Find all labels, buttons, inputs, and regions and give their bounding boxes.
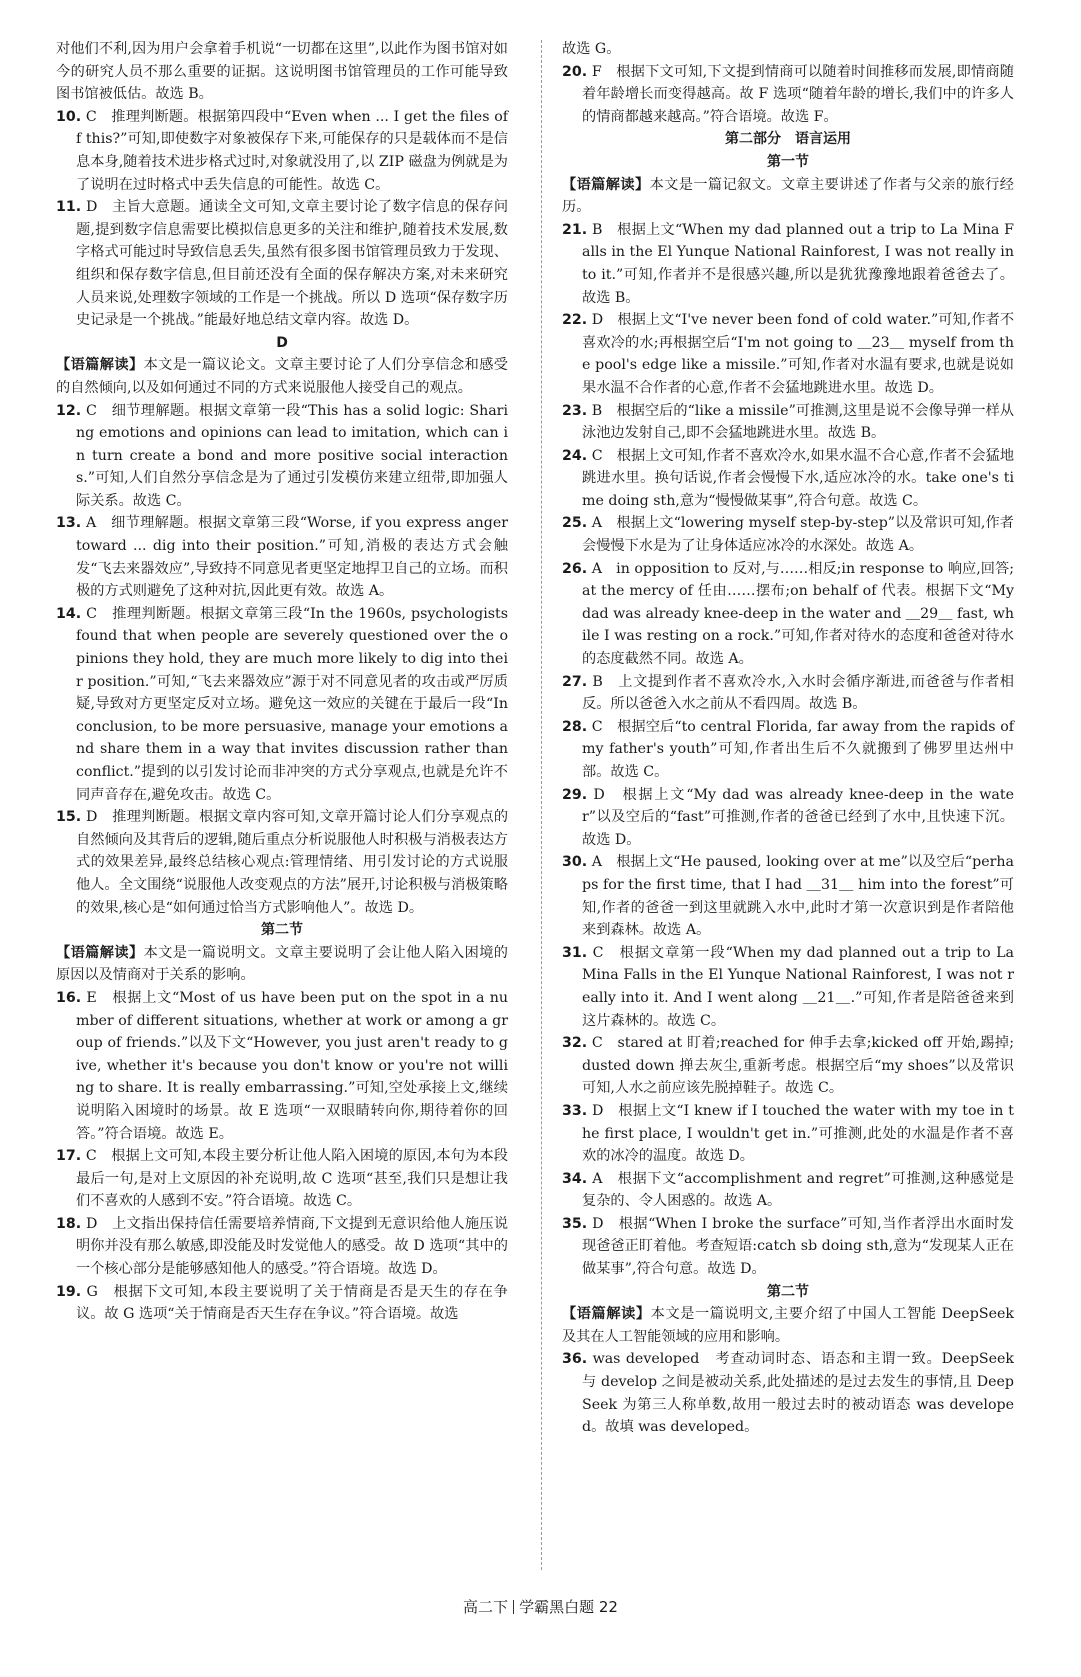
answer-item (562, 1032, 1014, 1100)
answer-text: D 根据上文“My dad was already knee-deep in the water”以及空后的“fast”可推测,作者的爸爸已经到了水中,且快速下沉。故选 D。 (582, 786, 1014, 848)
question-number: 27. (562, 673, 588, 690)
question-number: 30. (562, 854, 588, 871)
question-number: 18. (56, 1215, 82, 1232)
passage-analysis-tag: 【语篇解读】 (56, 357, 144, 374)
answer-text: C 根据上文可知,作者不喜欢冷水,如果水温不合心意,作者不会猛地跳进水里。换句话说,作者会慢慢下水,适应冰冷的水。take one's time doing sth,意为“慢慢做某事”,符合句意。故选 C。 (582, 447, 1015, 509)
footer-separator (513, 1600, 514, 1614)
paragraph-text: 本文是一篇记叙文。文章主要讲述了作者与父亲的旅行经历。 (562, 176, 1014, 216)
answer-text: D 主旨大意题。通读全文可知,文章主要讨论了数字信息的保存问题,提到数字信息需要比模拟信息更多的关注和维护,随着技术发展,数字格式可能过时导致信息丢失,虽然有很多图书馆管理员致力于发现、组织和保存数字信息,但目前还没有全面的保存解决方案,对未来研究人员来说,处理数字领域的工作是一个挑战。所以 D 选项“保存数字历史记录是一个挑战。”能最好地总结文章内容。故选 D。 (76, 199, 509, 329)
answer-text: D 推理判断题。根据文章内容可知,文章开篇讨论人们分享观点的自然倾向及其背后的逻辑,随后重点分析说服他人时积极与消极表达方式的效果差异,最终总结核心观点:管理情绪、用引发讨论的方式说服他人。全文围绕“说服他人改变观点的方法”展开,讨论积极与消极策略的效果,核心是“如何通过恰当方式影响他人”。故选 D。 (76, 809, 509, 916)
answer-text: C 细节理解题。根据文章第一段“This has a solid logic: Sharing emotions and opinions can lead to imitation, which can in turn create a bond and more positive social interactions.”可知,人们自然分享信念是为了通过引发模仿来建立纽带,即加强人际关系。故选 C。 (76, 402, 508, 509)
answer-text: B 根据上文“When my dad planned out a trip to La Mina Falls in the El Yunque National Rainforest, I was not really into it.”可知,作者并不是很感兴趣,所以是犹犹豫豫地跟着爸爸去了。故选 B。 (582, 221, 1014, 306)
answer-text: D 上文指出保持信任需要培养情商,下文提到无意识给他人施压说明你并没有那么敏感,即没能及时发觉他人的感受。故 D 选项“其中的一个核心部分是能够感知他人的感受。”符合语境。故选 D。 (76, 1215, 509, 1278)
answer-item (562, 219, 1014, 309)
question-number: 28. (562, 718, 588, 735)
question-number: 16. (56, 989, 82, 1006)
question-number: 24. (562, 447, 588, 464)
answer-text: A in opposition to 反对,与……相反;in response to 响应,回答;at the mercy of 任由……摆布;on behalf of 代表。根据下文“My dad was already knee-deep in the water and ＿29＿ fast, while I was resting on a rock.”可知,作者对待水的态度和爸爸对待水的态度截然不同。故选 A。 (582, 560, 1014, 668)
answer-text: A 根据上文“lowering myself step-by-step”以及常识可知,作者会慢慢下水是为了让身体适应冰冷的水深处。故选 A。 (582, 515, 1014, 555)
answer-item (56, 400, 508, 513)
answer-item (56, 1145, 508, 1213)
answer-text: A 根据上文“He paused, looking over at me”以及空后“perhaps for the first time, that I had ＿31＿ him into the forest”可知,作者的爸爸一到这里就跳入水中,此时才第一次意识到是作者陪他来到森林。故选 A。 (582, 854, 1014, 939)
answer-item (562, 309, 1014, 399)
paragraph (562, 38, 1014, 61)
question-number: 31. (562, 944, 588, 961)
question-number: 17. (56, 1148, 82, 1165)
section-heading: 第一节 (767, 153, 809, 170)
question-number: 10. (56, 108, 82, 125)
answer-text: A 细节理解题。根据文章第三段“Worse, if you express anger toward ... dig into their position.”可知,消极的表达方式会触发“飞去来器效应”,导致持不同意见者更坚定地捍卫自己的立场。而积极的方式则避免了这种对抗,因此更有效。故选 A。 (76, 515, 508, 600)
answer-item (562, 512, 1014, 557)
answer-text: A 根据下文“accomplishment and regret”可推测,这种感觉是复杂的、令人困惑的。故选 A。 (582, 1170, 1014, 1210)
column-divider (541, 40, 542, 1570)
answer-text: B 上文提到作者不喜欢冷水,入水时会循序渐进,而爸爸与作者相反。所以爸爸入水之前从不看四周。故选 B。 (582, 673, 1014, 713)
answer-item (562, 851, 1014, 941)
answer-item (56, 806, 508, 919)
answer-item (56, 603, 508, 806)
paragraph-text: 本文是一篇说明文,主要介绍了中国人工智能 DeepSeek 及其在人工智能领域的应用和影响。 (562, 1306, 1014, 1345)
answer-text: B 根据空后的“like a missile”可推测,这里是说不会像导弹一样从泳池边发射自己,即不会猛地跳进水里。故选 B。 (582, 402, 1015, 442)
footer-grade: 高二下 (463, 1598, 509, 1616)
answer-item (562, 1348, 1014, 1438)
question-number: 19. (56, 1283, 82, 1300)
answer-item (562, 942, 1014, 1032)
question-number: 36. (562, 1351, 588, 1368)
question-number: 22. (562, 312, 588, 329)
answer-text: F 根据下文可知,下文提到情商可以随着时间推移而发展,即情商随着年龄增长而变得越高。故 F 选项“随着年龄的增长,我们中的许多人的情商都越来越高。”符合语境。故选 F。 (582, 63, 1014, 125)
paragraph (562, 1303, 1014, 1348)
question-number: 15. (56, 809, 82, 826)
answer-item (56, 196, 508, 332)
page-footer (0, 1596, 1081, 1617)
answer-item (56, 987, 508, 1145)
question-number: 32. (562, 1035, 588, 1052)
paragraph-text: 本文是一篇说明文。文章主要说明了会让他人陷入困境的原因以及情商对于关系的影响。 (56, 944, 508, 984)
answer-item (562, 445, 1014, 513)
paragraph-text: 故选 G。 (562, 41, 621, 57)
answer-item (562, 400, 1014, 445)
answer-text: C 根据上文可知,本段主要分析让他人陷入困境的原因,本句为本段最后一句,是对上文原因的补充说明,故 C 选项“甚至,我们只是想让我们不喜欢的人感到不安。”符合语境。故选 C。 (76, 1148, 508, 1210)
paragraph-text: 本文是一篇议论文。文章主要讨论了人们分享信念和感受的自然倾向,以及如何通过不同的方式来说服他人接受自己的观点。 (56, 357, 508, 396)
question-number: 25. (562, 515, 588, 532)
answer-item (562, 784, 1014, 852)
question-number: 21. (562, 221, 588, 238)
question-number: 26. (562, 560, 588, 577)
footer-page-number: 22 (598, 1598, 618, 1616)
answer-item (562, 1100, 1014, 1168)
question-number: 35. (562, 1215, 588, 1232)
question-number: 23. (562, 402, 588, 419)
answer-text: C 推理判断题。根据第四段中“Even when ... I get the files off this?”可知,即使数字对象被保存下来,可能保存的只是载体而不是信息本身,随着技术进步格式过时,对象就没用了,以 ZIP 磁盘为例就是为了说明在过时格式中丢失信息的可能性。故选 C。 (76, 108, 508, 193)
paragraph (56, 354, 508, 399)
question-number: 34. (562, 1170, 588, 1187)
question-number: 11. (56, 199, 82, 216)
answer-text: D 根据上文“I knew if I touched the water with my toe in the first place, I wouldn't get in.”可推测,此处的水温是作者不喜欢的冰冷的温度。故选 D。 (582, 1102, 1014, 1165)
question-number: 14. (56, 605, 82, 622)
answer-text: C stared at 盯着;reached for 伸手去拿;kicked off 开始,踢掉;dusted down 掸去灰尘,重新考虑。根据空后“my shoes”以及常识可知,人水之前应该先脱掉鞋子。故选 C。 (582, 1035, 1014, 1097)
answer-item (56, 106, 508, 196)
answer-item (562, 671, 1014, 716)
answer-item (562, 558, 1014, 671)
paragraph (56, 942, 508, 987)
paragraph-text: 对他们不利,因为用户会拿着手机说“一切都在这里”,以此作为图书馆对如今的研究人员不那么重要的证据。这说明图书馆管理员的工作可能导致图书馆被低估。故选 B。 (56, 41, 508, 103)
answer-item (562, 716, 1014, 784)
question-number: 29. (562, 786, 588, 803)
question-number: 20. (562, 63, 588, 80)
question-number: 33. (562, 1102, 588, 1119)
answer-text: D 根据上文“I've never been fond of cold water.”可知,作者不喜欢冷的水;再根据空后“I'm not going to ＿23＿ myself from the pool's edge like a missile.”可知,作者对水温有要求,也就是说如果水温不合作者的心意,作者不会猛地跳进水里。故选 D。 (582, 312, 1015, 396)
answer-text: G 根据下文可知,本段主要说明了关于情商是否是天生的存在争议。故 G 选项“关于情商是否天生存在争议。”符合语境。故选 (76, 1283, 508, 1323)
left-column (56, 38, 508, 1326)
answer-item (56, 512, 508, 602)
question-number: 13. (56, 515, 82, 532)
answer-text: D 根据“When I broke the surface”可知,当作者浮出水面时发现爸爸正盯着他。考查短语:catch sb doing sth,意为“发现某人正在做某事”,符合句意。故选 D。 (582, 1215, 1014, 1278)
paragraph (56, 38, 508, 106)
answer-text: E 根据上文“Most of us have been put on the spot in a number of different situations, whether at work or among a group of friends.”以及下文“However, you just aren't ready to give, whether it's because you don't know or you're not willing to share. It is really embarrassing.”可知,空处承接上文,继续说明陷入困境时的场景。故 E 选项“一双眼睛转向你,期待着你的回答。”符合语境。故选 E。 (76, 989, 508, 1142)
answer-item (562, 1213, 1014, 1281)
right-column (562, 38, 1014, 1439)
footer-book-title: 学霸黑白题 (519, 1598, 595, 1616)
answer-text: was developed 考查动词时态、语态和主谓一致。DeepSeek 与 develop 之间是被动关系,此处描述的是过去发生的事情,且 DeepSeek 为第三人称单数,故用一般过去时的被动语态 was developed。故填 was developed。 (582, 1351, 1015, 1436)
paragraph (562, 174, 1014, 219)
answer-item (56, 1213, 508, 1281)
passage-analysis-tag: 【语篇解读】 (562, 176, 650, 193)
passage-analysis-tag: 【语篇解读】 (562, 1306, 651, 1323)
answer-text: C 根据文章第一段“When my dad planned out a trip to La Mina Falls in the El Yunque National Rainforest, I was not really into it. And I went along ＿21＿.”可知,作者是陪爸爸来到这片森林的。故选 C。 (582, 944, 1014, 1029)
question-number: 12. (56, 402, 82, 419)
section-heading: 第二节 (767, 1283, 809, 1300)
answer-item (562, 61, 1014, 129)
answer-text: C 根据空后“to central Florida, far away from the rapids of my father's youth”可知,作者出生后不久就搬到了佛罗里达州中部。故选 C。 (582, 718, 1014, 780)
answer-text: C 推理判断题。根据文章第三段“In the 1960s, psychologists found that when people are severely questioned over the opinions they hold, they are much more likely to dig into their position.”可知,“飞去来器效应”源于对不同意见者的攻击或严厉质疑,导致对方更坚定反对立场。避免这一效应的关键在于最后一段“In conclusion, to be more persuasive, manage your emotions and share them in a way that invites discussion rather than conflict.”提到的以引发讨论而非冲突的方式分享观点,也就是允许不同声音存在,避免攻击。故选 C。 (76, 605, 508, 803)
section-heading: 第二部分 语言运用 (725, 131, 851, 148)
answer-item (56, 1281, 508, 1326)
section-heading: D (276, 334, 288, 351)
passage-analysis-tag: 【语篇解读】 (56, 944, 144, 961)
answer-item (562, 1168, 1014, 1213)
section-heading: 第二节 (261, 922, 303, 939)
